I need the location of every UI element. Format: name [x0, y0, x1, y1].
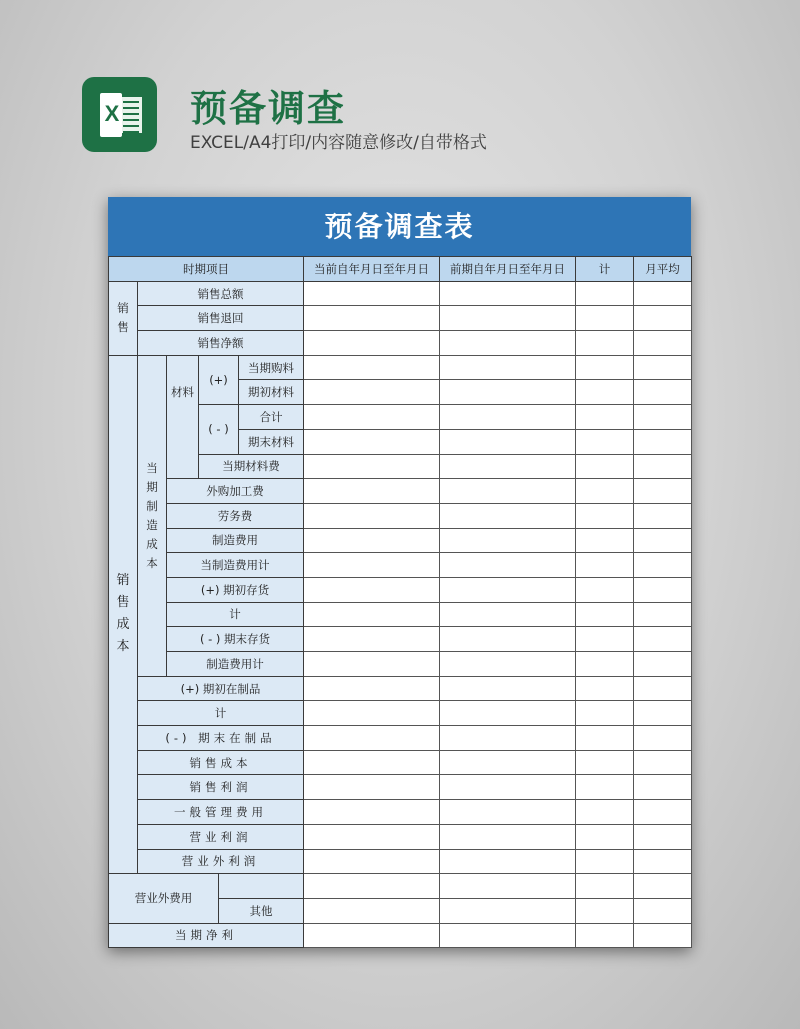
data-cell[interactable] [440, 627, 576, 652]
row-label: 当期净利 [109, 923, 304, 948]
row-label: 当期购料 [239, 355, 304, 380]
row-label: 制造费用 [167, 528, 304, 553]
data-cell[interactable] [440, 306, 576, 331]
data-cell[interactable] [634, 750, 692, 775]
data-cell[interactable] [440, 454, 576, 479]
group-sales: 销售 [109, 281, 138, 355]
data-cell[interactable] [634, 701, 692, 726]
data-cell[interactable] [440, 874, 576, 899]
table-row [109, 775, 692, 800]
data-cell[interactable] [304, 528, 440, 553]
data-cell[interactable] [634, 775, 692, 800]
data-cell[interactable] [576, 405, 634, 430]
row-label: 计 [167, 602, 304, 627]
table-row [109, 479, 692, 504]
data-cell[interactable] [440, 652, 576, 677]
data-cell[interactable] [304, 849, 440, 874]
table-row [109, 923, 692, 948]
data-cell[interactable] [304, 281, 440, 306]
data-cell[interactable] [576, 701, 634, 726]
data-cell[interactable] [576, 849, 634, 874]
column-header: 当前自年月日至年月日 [304, 257, 440, 282]
data-cell[interactable] [304, 503, 440, 528]
row-label: 营业外利润 [138, 849, 304, 874]
column-header: 计 [576, 257, 634, 282]
table-row [109, 503, 692, 528]
data-cell[interactable] [576, 898, 634, 923]
table-row [109, 849, 692, 874]
data-cell[interactable] [440, 528, 576, 553]
table-row [109, 553, 692, 578]
data-cell[interactable] [576, 454, 634, 479]
data-cell[interactable] [304, 676, 440, 701]
data-cell[interactable] [634, 553, 692, 578]
data-cell[interactable] [440, 726, 576, 751]
data-cell[interactable] [440, 800, 576, 825]
data-cell[interactable] [576, 652, 634, 677]
group-material: 材料 [167, 355, 199, 478]
data-cell[interactable] [634, 824, 692, 849]
row-label: 当期材料费 [199, 454, 304, 479]
data-cell[interactable] [634, 405, 692, 430]
data-cell[interactable] [304, 923, 440, 948]
data-cell[interactable] [576, 874, 634, 899]
column-header: 前期自年月日至年月日 [440, 257, 576, 282]
data-cell[interactable] [440, 923, 576, 948]
data-cell[interactable] [440, 824, 576, 849]
data-cell[interactable] [634, 627, 692, 652]
group-nonop-expense: 营业外费用 [109, 874, 219, 923]
data-cell[interactable] [440, 602, 576, 627]
data-cell[interactable] [440, 281, 576, 306]
table-row [109, 701, 692, 726]
data-cell[interactable] [576, 553, 634, 578]
data-cell[interactable] [576, 331, 634, 356]
data-cell[interactable] [576, 429, 634, 454]
data-cell[interactable] [634, 306, 692, 331]
page-title: 预备调查 [190, 87, 346, 130]
row-label: (+) 期初存货 [167, 577, 304, 602]
data-cell[interactable] [634, 429, 692, 454]
data-cell[interactable] [576, 577, 634, 602]
data-cell[interactable] [440, 479, 576, 504]
data-cell[interactable] [576, 800, 634, 825]
data-cell[interactable] [576, 355, 634, 380]
row-label: 营业利润 [138, 824, 304, 849]
data-cell[interactable] [440, 849, 576, 874]
data-cell[interactable] [304, 652, 440, 677]
data-cell[interactable] [634, 528, 692, 553]
data-cell[interactable] [304, 775, 440, 800]
data-cell[interactable] [576, 627, 634, 652]
row-label: (-) 期末在制品 [138, 726, 304, 751]
table-row [109, 528, 692, 553]
data-cell[interactable] [440, 405, 576, 430]
data-cell[interactable] [440, 503, 576, 528]
row-label: 合计 [239, 405, 304, 430]
data-cell[interactable] [304, 306, 440, 331]
data-cell[interactable] [634, 800, 692, 825]
data-cell[interactable] [304, 726, 440, 751]
data-cell[interactable] [634, 380, 692, 405]
row-label: 销售净额 [138, 331, 304, 356]
header-row [109, 257, 692, 282]
column-header: 月平均 [634, 257, 692, 282]
data-cell[interactable] [634, 898, 692, 923]
data-cell[interactable] [304, 898, 440, 923]
data-cell[interactable] [576, 306, 634, 331]
table-row [109, 281, 692, 306]
table-row [109, 750, 692, 775]
data-cell[interactable] [440, 331, 576, 356]
data-cell[interactable] [304, 800, 440, 825]
row-label: 销售利润 [138, 775, 304, 800]
row-label: 期初材料 [239, 380, 304, 405]
data-cell[interactable] [304, 701, 440, 726]
row-label: 期末材料 [239, 429, 304, 454]
column-header: 时期项目 [109, 257, 304, 282]
data-cell[interactable] [304, 429, 440, 454]
row-label: 当制造费用计 [167, 553, 304, 578]
data-cell[interactable] [576, 380, 634, 405]
data-cell[interactable] [576, 676, 634, 701]
survey-sheet [108, 197, 691, 948]
data-cell[interactable] [304, 577, 440, 602]
data-cell[interactable] [304, 479, 440, 504]
data-cell[interactable] [440, 676, 576, 701]
data-cell[interactable] [304, 331, 440, 356]
row-label: 一般管理费用 [138, 800, 304, 825]
row-label: ( - ) 期末存货 [167, 627, 304, 652]
table-row [109, 306, 692, 331]
data-cell[interactable] [304, 553, 440, 578]
data-cell[interactable] [440, 750, 576, 775]
data-cell[interactable] [440, 898, 576, 923]
data-cell[interactable] [440, 701, 576, 726]
table-row [109, 874, 692, 899]
data-cell[interactable] [634, 503, 692, 528]
data-cell[interactable] [634, 923, 692, 948]
table-row [109, 726, 692, 751]
table-row [109, 602, 692, 627]
data-cell[interactable] [440, 380, 576, 405]
row-label [219, 874, 304, 899]
table-row [109, 627, 692, 652]
data-cell[interactable] [576, 726, 634, 751]
row-label: 销售成本 [138, 750, 304, 775]
data-cell[interactable] [634, 281, 692, 306]
group-plus: (+) [199, 355, 239, 404]
group-sales-cost: 销售成本 [109, 355, 138, 873]
excel-logo-icon: X [82, 77, 157, 152]
data-cell[interactable] [304, 454, 440, 479]
data-cell[interactable] [634, 652, 692, 677]
row-label: 销售总额 [138, 281, 304, 306]
data-cell[interactable] [304, 750, 440, 775]
data-cell[interactable] [304, 874, 440, 899]
table-row [109, 577, 692, 602]
data-cell[interactable] [576, 479, 634, 504]
data-cell[interactable] [304, 602, 440, 627]
data-cell[interactable] [576, 923, 634, 948]
data-cell[interactable] [634, 355, 692, 380]
data-cell[interactable] [576, 750, 634, 775]
data-cell[interactable] [634, 479, 692, 504]
data-cell[interactable] [634, 331, 692, 356]
table-row [109, 824, 692, 849]
data-cell[interactable] [576, 528, 634, 553]
data-cell[interactable] [304, 380, 440, 405]
data-cell[interactable] [304, 405, 440, 430]
table-row [109, 355, 692, 380]
data-cell[interactable] [576, 503, 634, 528]
table-row [109, 800, 692, 825]
data-cell[interactable] [634, 454, 692, 479]
data-cell[interactable] [634, 726, 692, 751]
survey-table [108, 256, 692, 948]
data-cell[interactable] [440, 553, 576, 578]
data-cell[interactable] [634, 602, 692, 627]
data-cell[interactable] [634, 676, 692, 701]
data-cell[interactable] [304, 355, 440, 380]
page-subtitle: EXCEL/A4打印/内容随意修改/自带格式 [190, 133, 487, 153]
group-mfg-cost: 当期制造成本 [138, 355, 167, 676]
row-label: 计 [138, 701, 304, 726]
table-row [109, 331, 692, 356]
data-cell[interactable] [576, 824, 634, 849]
group-minus: ( - ) [199, 405, 239, 454]
sheet-title: 预备调查表 [108, 197, 691, 256]
row-label: 劳务费 [167, 503, 304, 528]
data-cell[interactable] [634, 849, 692, 874]
data-cell[interactable] [440, 355, 576, 380]
data-cell[interactable] [634, 577, 692, 602]
data-cell[interactable] [576, 775, 634, 800]
row-label: (+) 期初在制品 [138, 676, 304, 701]
data-cell[interactable] [304, 627, 440, 652]
data-cell[interactable] [576, 602, 634, 627]
table-row [109, 676, 692, 701]
row-label: 外购加工费 [167, 479, 304, 504]
data-cell[interactable] [440, 429, 576, 454]
row-label: 其他 [219, 898, 304, 923]
data-cell[interactable] [304, 824, 440, 849]
data-cell[interactable] [440, 577, 576, 602]
data-cell[interactable] [634, 874, 692, 899]
row-label: 销售退回 [138, 306, 304, 331]
data-cell[interactable] [576, 281, 634, 306]
data-cell[interactable] [440, 775, 576, 800]
table-row [109, 652, 692, 677]
row-label: 制造费用计 [167, 652, 304, 677]
